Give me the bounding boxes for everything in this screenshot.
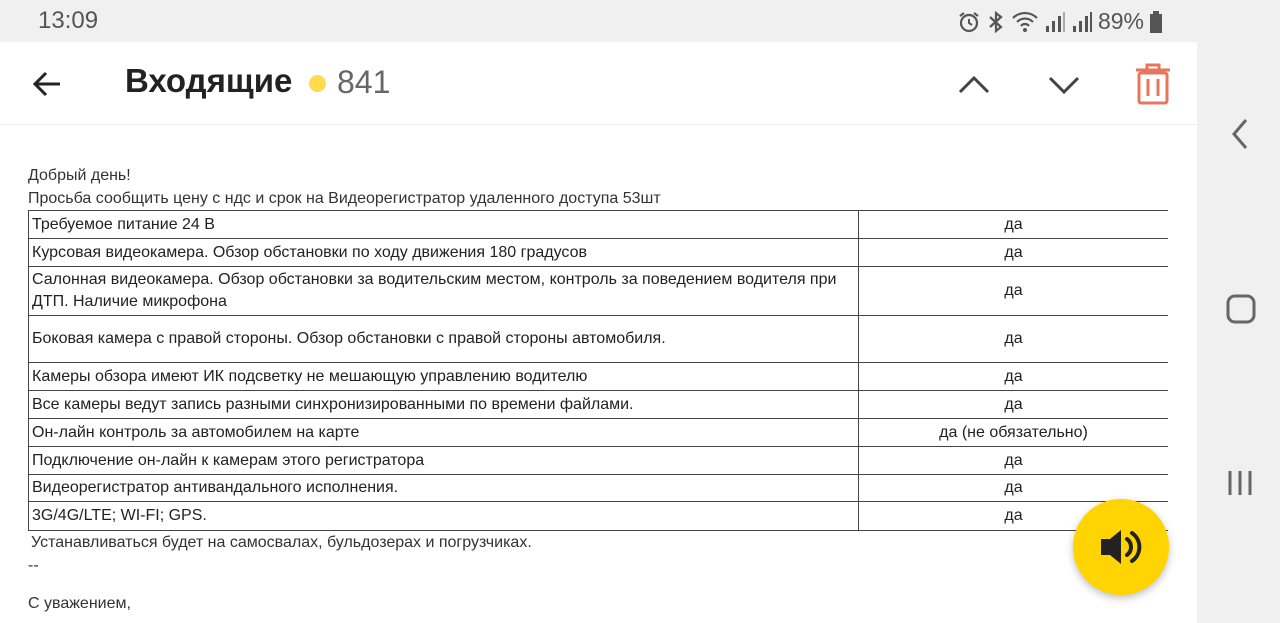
requirement-text: Подключение он-лайн к камерам этого регистратора [29,447,859,475]
requirement-value: да [859,502,1169,531]
voice-assistant-button[interactable] [1073,499,1169,595]
closing-text: Устанавливаться будет на самосвалах, бульдозерах и погрузчиках. [31,534,532,551]
requirement-value: да (не обязательно) [859,419,1169,447]
page-title: Входящие [125,62,293,99]
requirement-row [29,239,1169,267]
chevron-left-icon [1224,116,1258,152]
signal-icon [1044,10,1066,34]
recents-icon [1222,465,1258,501]
chevron-up-icon [954,68,994,100]
next-message-button[interactable] [1044,68,1084,100]
signature-separator: -- [28,557,39,574]
back-button[interactable] [28,64,68,104]
battery-icon [1149,10,1163,34]
email-body [28,164,1173,615]
requirement-text: Камеры обзора имеют ИК подсветку не мешающую управлению водителю [29,363,859,391]
requirement-text: Салонная видеокамера. Обзор обстановки за водительским местом, контроль за поведением водителя при ДТП. Наличие микрофона [29,267,859,316]
battery-level: 89% [1097,8,1144,34]
requirement-text: Он-лайн контроль за автомобилем на карте [29,419,859,447]
requirement-value: да [859,363,1169,391]
requirement-row [29,391,1169,419]
requirement-row [29,475,1169,502]
unread-count: 841 [337,64,391,100]
requirement-row [29,363,1169,391]
trash-icon [1131,62,1175,106]
requirement-row [29,211,1169,239]
delete-button[interactable] [1131,62,1175,106]
requirement-value: да [859,239,1169,267]
requirement-row [29,447,1169,475]
greeting: Добрый день! [28,167,131,184]
status-time: 13:09 [38,7,99,34]
requirement-value: да [859,211,1169,239]
requirement-row [29,316,1169,363]
requirement-row [29,267,1169,316]
status-bar [0,0,1197,42]
alarm-icon [957,10,981,34]
requirement-value: да [859,475,1169,502]
requirement-value: да [859,316,1169,363]
arrow-left-icon [28,64,68,104]
system-home-button[interactable] [1222,290,1260,328]
requirement-row [29,502,1169,531]
previous-message-button[interactable] [954,68,994,100]
requirement-text: Видеорегистратор антивандального исполнения. [29,475,859,502]
status-icons [957,8,1163,35]
system-back-button[interactable] [1224,116,1258,152]
wifi-icon [1011,10,1039,34]
requirement-value: да [859,391,1169,419]
app-header [0,42,1197,125]
requirement-value: да [859,267,1169,316]
speaker-icon [1097,525,1145,569]
signoff: С уважением, [28,595,131,612]
unread-dot [309,75,326,92]
signal-icon [1071,10,1093,34]
system-recents-button[interactable] [1222,465,1258,501]
home-square-icon [1222,290,1260,328]
requirement-text: 3G/4G/LTE; WI-FI; GPS. [29,502,859,531]
request-text: Просьба сообщить цену с ндс и срок на Видеорегистратор удаленного доступа 53шт [28,190,661,207]
requirements-table [28,210,1168,531]
requirement-value: да [859,447,1169,475]
requirement-text: Требуемое питание 24 В [29,211,859,239]
requirement-row [29,419,1169,447]
requirement-text: Боковая камера с правой стороны. Обзор обстановки с правой стороны автомобиля. [29,316,859,363]
bluetooth-icon [986,10,1006,34]
requirement-text: Все камеры ведут запись разными синхронизированными по времени файлами. [29,391,859,419]
requirement-text: Курсовая видеокамера. Обзор обстановки по ходу движения 180 градусов [29,239,859,267]
chevron-down-icon [1044,68,1084,100]
